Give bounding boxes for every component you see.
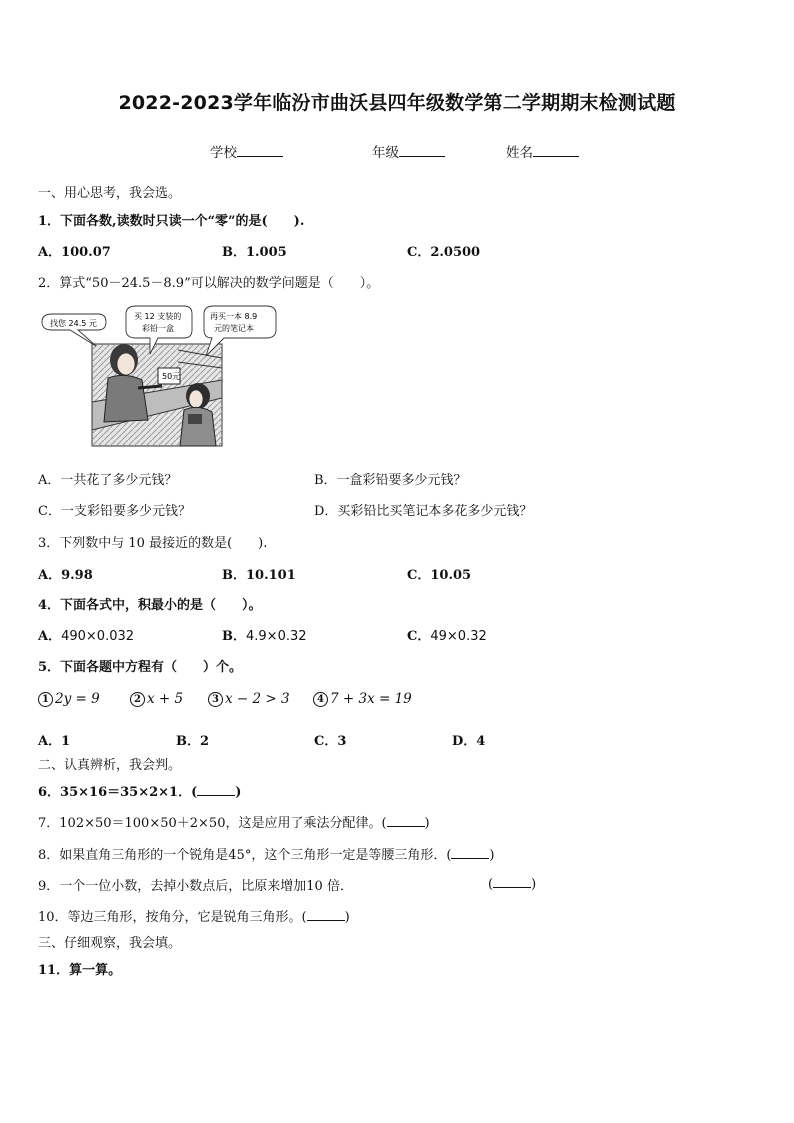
q10-close-paren: ) [344, 910, 350, 925]
question-10 [38, 906, 350, 925]
section-3-heading: 三、仔细观察，我会填。 [38, 936, 182, 951]
name-field [506, 141, 579, 161]
q4-option-b[interactable] [222, 625, 307, 644]
grade-blank[interactable] [399, 142, 445, 157]
q9-answer-blank[interactable] [493, 875, 531, 888]
q3-option-c[interactable]: C．10.05 [407, 568, 472, 583]
school-blank[interactable] [237, 142, 283, 157]
q4-option-a[interactable] [38, 625, 134, 644]
name-label: 姓名 [506, 145, 533, 161]
bubble-pencils-line2: 彩铅一盒 [142, 324, 174, 333]
q10-answer-blank[interactable] [307, 908, 345, 921]
section-2-heading: 二、认真辨析，我会判。 [38, 758, 182, 773]
shopping-illustration [38, 302, 283, 448]
q4-option-a-label: A． [38, 629, 62, 644]
q2-option-c[interactable]: C．一支彩铅要多少元钱？ [38, 504, 191, 519]
q2-option-b[interactable]: B．一盒彩铅要多少元钱？ [314, 473, 467, 488]
q5-item-1 [38, 691, 100, 707]
q5-item-4-expr: 7 + 3x = 19 [330, 691, 412, 707]
question-2: 2．算式“50－24.5－8.9”可以解决的数学问题是（ ）。 [38, 276, 380, 291]
name-blank[interactable] [533, 142, 579, 157]
circled-number-1: 1 [38, 692, 53, 707]
q7-close-paren: ) [424, 816, 430, 831]
question-5: 5．下面各题中方程有（ ）个。 [38, 660, 243, 675]
circled-number-2: 2 [130, 692, 145, 707]
q5-item-1-expr: 2y = 9 [55, 691, 100, 707]
question-8 [38, 844, 494, 863]
money-sign-text: 50元 [162, 372, 181, 381]
school-field [210, 141, 283, 161]
question-9: 9．一个一位小数，去掉小数点后，比原来增加10 倍． [38, 879, 353, 894]
q8-answer-blank[interactable] [451, 846, 489, 859]
question-7 [38, 812, 430, 831]
q9-answer: ( ) [488, 877, 537, 892]
q5-item-4 [313, 691, 412, 707]
question-4: 4．下面各式中，积最小的是（ ）。 [38, 598, 262, 613]
q5-item-3 [208, 691, 290, 707]
q2-option-a[interactable]: A．一共花了多少元钱？ [38, 473, 178, 488]
question-7-text: 7．102×50＝100×50＋2×50，这是应用了乘法分配律。( [38, 816, 387, 831]
q5-option-c[interactable]: C．3 [314, 734, 347, 749]
q5-option-d[interactable]: D．4 [452, 734, 486, 749]
shop-scene-image [38, 302, 283, 448]
q6-answer-blank[interactable] [197, 783, 235, 796]
q4-option-c[interactable] [407, 625, 487, 644]
question-3: 3．下列数中与 10 最接近的数是( ). [38, 536, 268, 551]
q4-option-a-expr: 490×0.032 [61, 629, 135, 644]
q5-option-a[interactable]: A．1 [38, 734, 71, 749]
question-8-text: 8．如果直角三角形的一个锐角是45°，这个三角形一定是等腰三角形．( [38, 848, 452, 863]
question-6-text: 6．35×16＝35×2×1．( [38, 785, 198, 800]
q5-option-b[interactable]: B．2 [176, 734, 210, 749]
q4-option-b-expr: 4.9×0.32 [246, 629, 307, 644]
section-1-heading: 一、用心思考，我会选。 [38, 186, 182, 201]
bubble-pencils-line1: 买 12 支装的 [134, 312, 182, 321]
q8-close-paren: ) [489, 848, 495, 863]
circled-number-3: 3 [208, 692, 223, 707]
q5-item-2-expr: x + 5 [147, 691, 184, 707]
q1-option-b[interactable]: B．1.005 [222, 245, 287, 260]
bubble-notebook-line1: 再买一本 8.9 [210, 312, 258, 321]
q3-option-b[interactable]: B．10.101 [222, 568, 296, 583]
question-11: 11．算一算。 [38, 963, 122, 978]
page-title: 2022-2023学年临汾市曲沃县四年级数学第二学期期末检测试题 [118, 92, 676, 114]
grade-field [372, 141, 445, 161]
school-label: 学校 [210, 145, 237, 161]
question-6 [38, 781, 241, 800]
circled-number-4: 4 [313, 692, 328, 707]
q4-option-c-label: C． [407, 629, 431, 644]
bubble-notebook-line2: 元的笔记本 [214, 324, 254, 333]
q7-answer-blank[interactable] [387, 814, 425, 827]
q4-option-c-expr: 49×0.32 [430, 629, 487, 644]
q1-option-a[interactable]: A．100.07 [38, 245, 111, 260]
question-10-text: 10．等边三角形，按角分，它是锐角三角形。( [38, 910, 307, 925]
q3-option-a[interactable]: A．9.98 [38, 568, 93, 583]
q4-option-b-label: B． [222, 629, 246, 644]
q2-option-d[interactable]: D．买彩铅比买笔记本多花多少元钱？ [314, 504, 533, 519]
q5-item-2 [130, 691, 183, 707]
q6-close-paren: ) [235, 785, 242, 800]
q1-option-c[interactable]: C．2.0500 [407, 245, 481, 260]
bubble-change-text: 找您 24.5 元 [50, 319, 97, 328]
grade-label: 年级 [372, 145, 399, 161]
q5-item-3-expr: x − 2 > 3 [225, 691, 290, 707]
q9-close-paren: ) [531, 877, 537, 892]
question-1: 1．下面各数,读数时只读一个“零”的是( ). [38, 214, 305, 229]
